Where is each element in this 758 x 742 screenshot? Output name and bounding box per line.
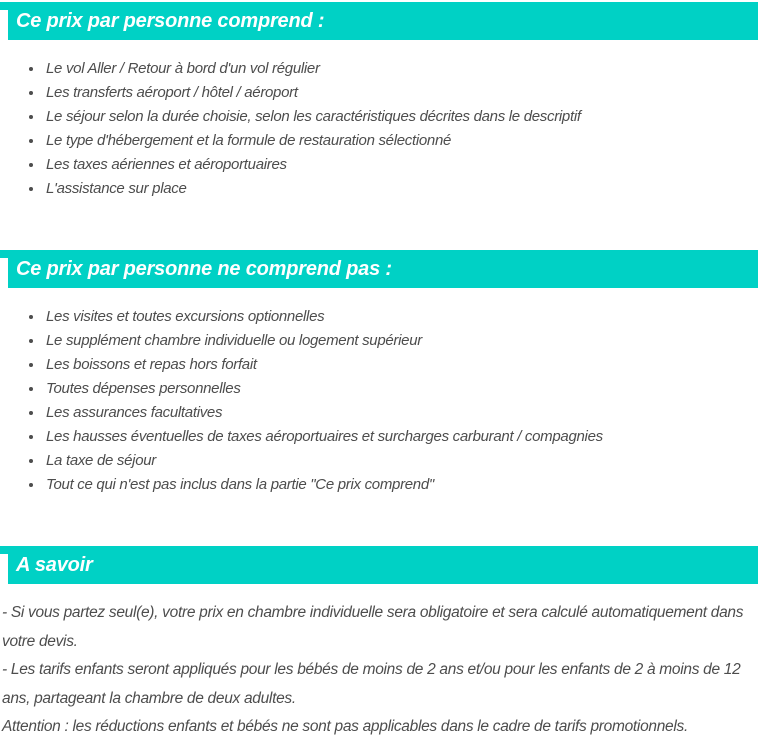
price-includes-list	[0, 57, 758, 201]
section-header-price-excludes: Ce prix par personne ne comprend pas :	[8, 250, 758, 288]
list-item: • Les boissons et repas hors forfait	[44, 353, 758, 377]
list-item: • La taxe de séjour	[44, 449, 758, 473]
list-item: • Les transferts aéroport / hôtel / aéroport	[44, 81, 758, 105]
list-item: • Le supplément chambre individuelle ou logement supérieur	[44, 329, 758, 353]
section-price-includes	[0, 2, 758, 201]
price-details-panel	[0, 2, 758, 733]
section-good-to-know	[0, 546, 758, 742]
list-item: • Tout ce qui n'est pas inclus dans la partie "Ce prix comprend"	[44, 473, 758, 497]
list-item: • Les taxes aériennes et aéroportuaires	[44, 153, 758, 177]
note-paragraph: - Les tarifs enfants seront appliqués pour les bébés de moins de 2 ans et/ou pour les enfants de 2 à moins de 12 ans, partageant la chambre de deux adultes.	[2, 661, 741, 707]
list-item: • L'assistance sur place	[44, 177, 758, 201]
price-excludes-list	[0, 305, 758, 497]
section-header-good-to-know: A savoir	[8, 546, 758, 584]
list-item: • Les visites et toutes excursions optionnelles	[44, 305, 758, 329]
list-item: • Les assurances facultatives	[44, 401, 758, 425]
note-paragraph: Attention : les réductions enfants et bébés ne sont pas applicables dans le cadre de tarifs promotionnels.	[2, 718, 688, 735]
list-item: • Le type d'hébergement et la formule de restauration sélectionné	[44, 129, 758, 153]
list-item: • Toutes dépenses personnelles	[44, 377, 758, 401]
section-header-price-includes: Ce prix par personne comprend :	[8, 2, 758, 40]
list-item: • Le vol Aller / Retour à bord d'un vol régulier	[44, 57, 758, 81]
list-item: • Le séjour selon la durée choisie, selon les caractéristiques décrites dans le descriptif	[44, 105, 758, 129]
good-to-know-notes	[0, 599, 758, 742]
list-item: • Les hausses éventuelles de taxes aéroportuaires et surcharges carburant / compagnies	[44, 425, 758, 449]
note-paragraph: - Si vous partez seul(e), votre prix en chambre individuelle sera obligatoire et sera calculé automatiquement dans votre devis.	[2, 604, 744, 650]
section-price-excludes	[0, 250, 758, 497]
